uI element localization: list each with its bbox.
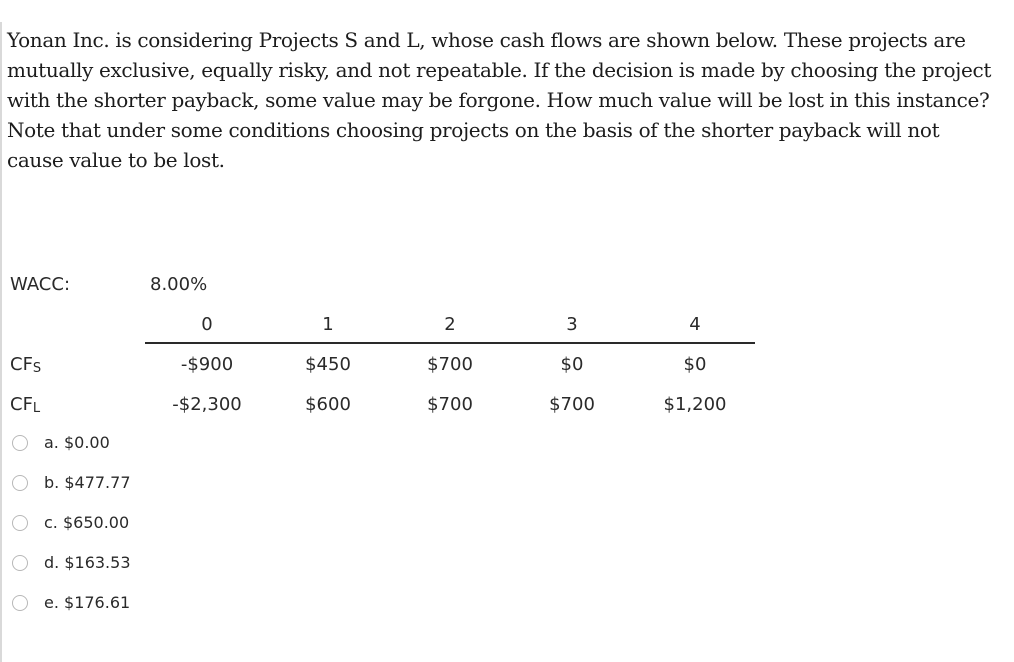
table-cell: $700	[427, 354, 473, 375]
period-header: 1	[322, 314, 334, 335]
radio-button[interactable]	[12, 515, 28, 531]
period-header: 4	[689, 314, 701, 335]
table-cell: $0	[560, 354, 584, 375]
wacc-value: 8.00%	[150, 274, 208, 295]
radio-button[interactable]	[12, 475, 28, 491]
option-a[interactable]	[12, 432, 110, 454]
option-e[interactable]	[12, 592, 130, 614]
table-cell: $450	[305, 354, 351, 375]
table-cell: $1,200	[663, 394, 727, 415]
option-label: c. $650.00	[44, 513, 130, 532]
header-divider	[145, 342, 755, 344]
table-cell: $600	[305, 394, 351, 415]
row-label-cfl: $CF_L$	[10, 394, 41, 416]
row-label-cfs: $CF_S$	[10, 354, 42, 376]
radio-button[interactable]	[12, 435, 28, 451]
table-cell: $700	[427, 394, 473, 415]
left-border-rule	[0, 22, 2, 662]
radio-button[interactable]	[12, 595, 28, 611]
option-label: b. $477.77	[44, 473, 131, 492]
question-text: Yonan Inc. is considering Projects S and L, whose cash flows are shown below. These projects are mutually exclusive, equally risky, and not repeatable. If the decision is made by choosing the project with the shorter payback, some value may be forgone. How much value will be lost in this instance? Note that under some conditions choosing projects on the basis of the shorter payback will not cause value to be lost.	[7, 28, 992, 172]
period-header: 3	[566, 314, 578, 335]
period-header: 0	[201, 314, 213, 335]
option-b[interactable]	[12, 472, 131, 494]
wacc-label: WACC:	[10, 274, 71, 295]
period-header: 2	[444, 314, 456, 335]
option-c[interactable]	[12, 512, 129, 534]
option-label: a. $0.00	[44, 433, 110, 452]
table-cell: $700	[549, 394, 595, 415]
option-label: e. $176.61	[44, 593, 131, 612]
radio-button[interactable]	[12, 555, 28, 571]
table-cell: -$900	[180, 354, 234, 375]
table-cell: $0	[683, 354, 707, 375]
option-d[interactable]	[12, 552, 131, 574]
table-cell: -$2,300	[172, 394, 242, 415]
option-label: d. $163.53	[44, 553, 131, 572]
